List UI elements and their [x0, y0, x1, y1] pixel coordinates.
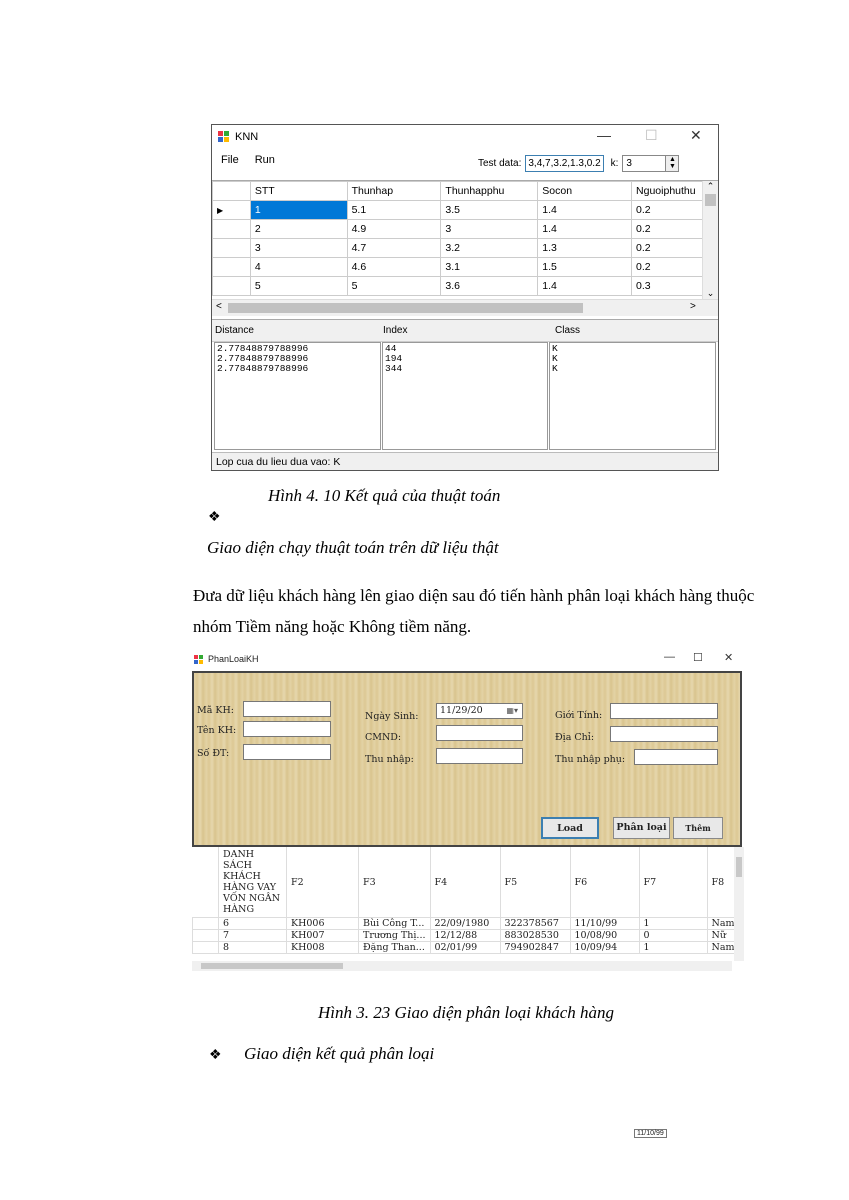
table-row[interactable] [213, 277, 718, 296]
table-cell[interactable]: 1.4 [538, 220, 632, 239]
figure-caption-1: Hình 4. 10 Kết quả của thuật toán [268, 486, 501, 505]
test-data-input[interactable]: 3,4,7,3.2,1.3,0.2 [525, 155, 603, 172]
table-cell[interactable]: 10/09/94 [570, 942, 639, 954]
table-cell[interactable]: 5.1 [347, 201, 441, 220]
table-cell[interactable]: 1.5 [538, 258, 632, 277]
app-icon [218, 131, 230, 143]
table-cell[interactable]: Nam [707, 918, 743, 930]
grid-header-row [193, 847, 744, 918]
table-row[interactable] [213, 239, 718, 258]
table-cell[interactable]: 1.4 [538, 201, 632, 220]
list-item: K [552, 343, 558, 354]
list-item: 2.77848879788996 [217, 353, 309, 364]
table-cell[interactable]: 0.2 [632, 239, 718, 258]
results-header [212, 320, 718, 342]
ngay-sinh-datepicker[interactable] [436, 703, 523, 719]
load-button[interactable]: Load [541, 817, 599, 839]
scroll-down-icon[interactable]: ⌄ [706, 288, 715, 298]
so-dt-label: Số ĐT: [197, 748, 230, 759]
row-selector[interactable] [213, 220, 251, 239]
col-header-f5[interactable]: F5 [500, 847, 570, 918]
table-cell[interactable]: Trương Thị... [359, 930, 431, 942]
table-cell[interactable]: KH008 [287, 942, 359, 954]
row-selector[interactable] [213, 258, 251, 277]
table-cell[interactable]: 3 [441, 220, 538, 239]
table-cell[interactable]: 1.3 [538, 239, 632, 258]
app-icon [194, 655, 203, 664]
table-cell[interactable]: 3.5 [441, 201, 538, 220]
row-selector[interactable] [213, 239, 251, 258]
table-cell[interactable]: 0.2 [632, 220, 718, 239]
dia-chi-input[interactable] [610, 726, 718, 742]
col-header-f6[interactable]: F6 [570, 847, 639, 918]
table-cell[interactable]: KH006 [287, 918, 359, 930]
col-header-socon[interactable]: Socon [538, 182, 632, 201]
table-cell[interactable]: 1 [639, 918, 707, 930]
vertical-scrollbar[interactable] [734, 847, 744, 961]
scroll-thumb[interactable] [736, 857, 742, 877]
row-header-corner [213, 182, 251, 201]
knn-data-grid[interactable] [212, 180, 718, 316]
list-item: K [552, 363, 558, 374]
customer-form [192, 671, 742, 847]
col-header-nguoiphuthu[interactable]: Nguoiphuthu [632, 182, 718, 201]
table-cell[interactable]: 883028530 [500, 930, 570, 942]
table-cell[interactable]: Nam [707, 942, 743, 954]
col-header-f8[interactable]: F8 [707, 847, 743, 918]
table-row[interactable] [213, 201, 718, 220]
ma-kh-input[interactable] [243, 701, 331, 717]
table-row[interactable] [193, 918, 744, 930]
test-data-label: Test data: [478, 158, 522, 169]
table-cell[interactable]: 3.6 [441, 277, 538, 296]
ngay-sinh-value: 11/29/20 [440, 705, 483, 716]
results-panel [212, 319, 718, 452]
thu-nhap-input[interactable] [436, 748, 523, 764]
table-row[interactable] [213, 220, 718, 239]
ten-kh-input[interactable] [243, 721, 331, 737]
scroll-left-icon[interactable]: < [216, 301, 222, 312]
k-value: 3 [626, 158, 632, 169]
col-header-danh-sach[interactable]: DANH SÁCH KHÁCH HÀNG VAY VỐN NGÂN HÀNG [219, 847, 287, 918]
class-header: Class [555, 325, 581, 336]
body-paragraph: Đưa dữ liệu khách hàng lên giao diện sau đó tiến hành phân loại khách hàng thuộc nhóm Tiềm năng hoặc Không tiềm năng. [193, 586, 755, 636]
table-cell[interactable]: 3.2 [441, 239, 538, 258]
status-bar [212, 452, 718, 470]
subheading-2: Giao diện kết quả phân loại [244, 1044, 435, 1063]
menu-run[interactable]: Run [254, 154, 275, 166]
row-header-corner [193, 847, 219, 918]
col-header-thunhap[interactable]: Thunhap [347, 182, 441, 201]
horizontal-scrollbar[interactable] [192, 961, 732, 971]
table-cell[interactable]: 0 [639, 930, 707, 942]
table-cell[interactable]: Nữ [707, 930, 743, 942]
hscroll-thumb[interactable] [228, 303, 583, 313]
table-cell[interactable]: 0.2 [632, 258, 718, 277]
col-header-stt[interactable]: STT [250, 182, 347, 201]
gioi-tinh-label: Giới Tính: [555, 710, 603, 721]
bullet-icon: ❖ [208, 508, 221, 524]
list-item: 344 [385, 363, 403, 374]
class-list[interactable] [549, 342, 716, 450]
list-item: 194 [385, 353, 403, 364]
col-header-f3[interactable]: F3 [359, 847, 431, 918]
table-row[interactable] [193, 930, 744, 942]
table-cell[interactable]: 7 [219, 930, 287, 942]
distance-list[interactable] [214, 342, 381, 450]
k-label: k: [610, 158, 619, 169]
gioi-tinh-input[interactable] [610, 703, 718, 719]
table-cell[interactable]: 4.6 [347, 258, 441, 277]
table-cell[interactable]: Đặng Than... [359, 942, 431, 954]
table-cell[interactable]: 4 [250, 258, 347, 277]
vertical-scrollbar[interactable] [702, 181, 718, 299]
status-text: Lop cua du lieu dua vao: K [216, 456, 341, 468]
list-item: K [552, 353, 558, 364]
table-row[interactable] [213, 258, 718, 277]
test-data-group [478, 155, 679, 172]
thu-nhap-phu-input[interactable] [634, 749, 718, 765]
table-row[interactable] [193, 942, 744, 954]
calendar-dropdown-icon[interactable]: ▦▾ [506, 706, 518, 715]
list-item: 2.77848879788996 [217, 343, 309, 354]
ten-kh-label: Tên KH: [197, 725, 237, 736]
cell-tooltip: 11/10/99 [634, 1129, 667, 1138]
subheading-1: Giao diện chạy thuật toán trên dữ liệu thật [207, 538, 499, 557]
row-selector[interactable] [193, 930, 219, 942]
table-cell[interactable]: 1 [639, 942, 707, 954]
close-icon[interactable]: ✕ [690, 127, 702, 143]
table-cell[interactable]: 5 [250, 277, 347, 296]
table-cell[interactable]: 3.1 [441, 258, 538, 277]
table-cell[interactable]: 22/09/1980 [430, 918, 500, 930]
table-cell[interactable]: 3 [250, 239, 347, 258]
table-cell[interactable]: 02/01/99 [430, 942, 500, 954]
knn-titlebar [212, 125, 718, 149]
table-cell[interactable]: 11/10/99 [570, 918, 639, 930]
minimize-icon[interactable]: — [597, 127, 611, 143]
phan-loai-button[interactable]: Phân loại [613, 817, 670, 839]
cmnd-input[interactable] [436, 725, 523, 741]
table-cell[interactable]: 0.2 [632, 201, 718, 220]
dia-chi-label: Địa Chỉ: [555, 732, 595, 743]
row-selector[interactable] [193, 942, 219, 954]
hscroll-thumb[interactable] [201, 963, 343, 969]
horizontal-scrollbar[interactable] [212, 299, 718, 316]
table-cell[interactable]: 5 [347, 277, 441, 296]
table-cell[interactable]: 322378567 [500, 918, 570, 930]
table-cell[interactable]: 794902847 [500, 942, 570, 954]
table-cell[interactable]: 8 [219, 942, 287, 954]
spin-arrows-icon[interactable]: ▲ ▼ [665, 156, 678, 171]
knn-window [211, 124, 719, 471]
col-header-f4[interactable]: F4 [430, 847, 500, 918]
list-item: 2.77848879788996 [217, 363, 309, 374]
table-cell[interactable]: 1.4 [538, 277, 632, 296]
so-dt-input[interactable] [243, 744, 331, 760]
table-cell[interactable]: Bùi Công T... [359, 918, 431, 930]
col-header-f2[interactable]: F2 [287, 847, 359, 918]
minimize-icon[interactable]: — [664, 651, 675, 663]
scroll-thumb[interactable] [705, 194, 716, 206]
thu-nhap-label: Thu nhập: [365, 754, 414, 765]
phanloai-title: PhanLoaiKH [208, 654, 259, 664]
col-header-f7[interactable]: F7 [639, 847, 707, 918]
grid-header-row [213, 182, 718, 201]
col-header-thunhapphu[interactable]: Thunhapphu [441, 182, 538, 201]
maximize-icon[interactable]: ☐ [693, 652, 703, 664]
close-icon[interactable]: ✕ [724, 652, 734, 664]
scroll-up-icon[interactable]: ⌃ [706, 181, 715, 191]
thu-nhap-phu-label: Thu nhập phụ: [555, 754, 626, 765]
table-cell[interactable]: KH007 [287, 930, 359, 942]
maximize-icon[interactable]: ☐ [645, 127, 658, 143]
distance-header: Distance [215, 325, 254, 336]
table-cell[interactable]: 10/08/90 [570, 930, 639, 942]
knn-title: KNN [235, 131, 259, 143]
table-cell[interactable]: 4.9 [347, 220, 441, 239]
row-selector[interactable] [213, 277, 251, 296]
table-cell[interactable]: 4.7 [347, 239, 441, 258]
ngay-sinh-label: Ngày Sinh: [365, 711, 419, 722]
bullet-icon: ❖ [209, 1046, 222, 1062]
row-selector[interactable] [193, 918, 219, 930]
table-cell[interactable]: 1 [250, 201, 347, 220]
index-header: Index [383, 325, 408, 336]
list-item: 44 [385, 343, 397, 354]
ma-kh-label: Mã KH: [197, 705, 234, 716]
phanloai-titlebar [192, 647, 744, 671]
scroll-right-icon[interactable]: > [690, 301, 696, 312]
k-stepper[interactable] [622, 155, 679, 172]
table-cell[interactable]: 6 [219, 918, 287, 930]
menu-file[interactable]: File [221, 154, 239, 166]
cmnd-label: CMND: [365, 732, 402, 743]
them-button[interactable]: Thêm [673, 817, 723, 839]
row-selector-icon[interactable]: ▶ [213, 201, 251, 220]
table-cell[interactable]: 0.3 [632, 277, 718, 296]
index-list[interactable] [382, 342, 548, 450]
table-cell[interactable]: 2 [250, 220, 347, 239]
table-cell[interactable]: 12/12/88 [430, 930, 500, 942]
figure-caption-2: Hình 3. 23 Giao diện phân loại khách hàng [318, 1003, 615, 1022]
